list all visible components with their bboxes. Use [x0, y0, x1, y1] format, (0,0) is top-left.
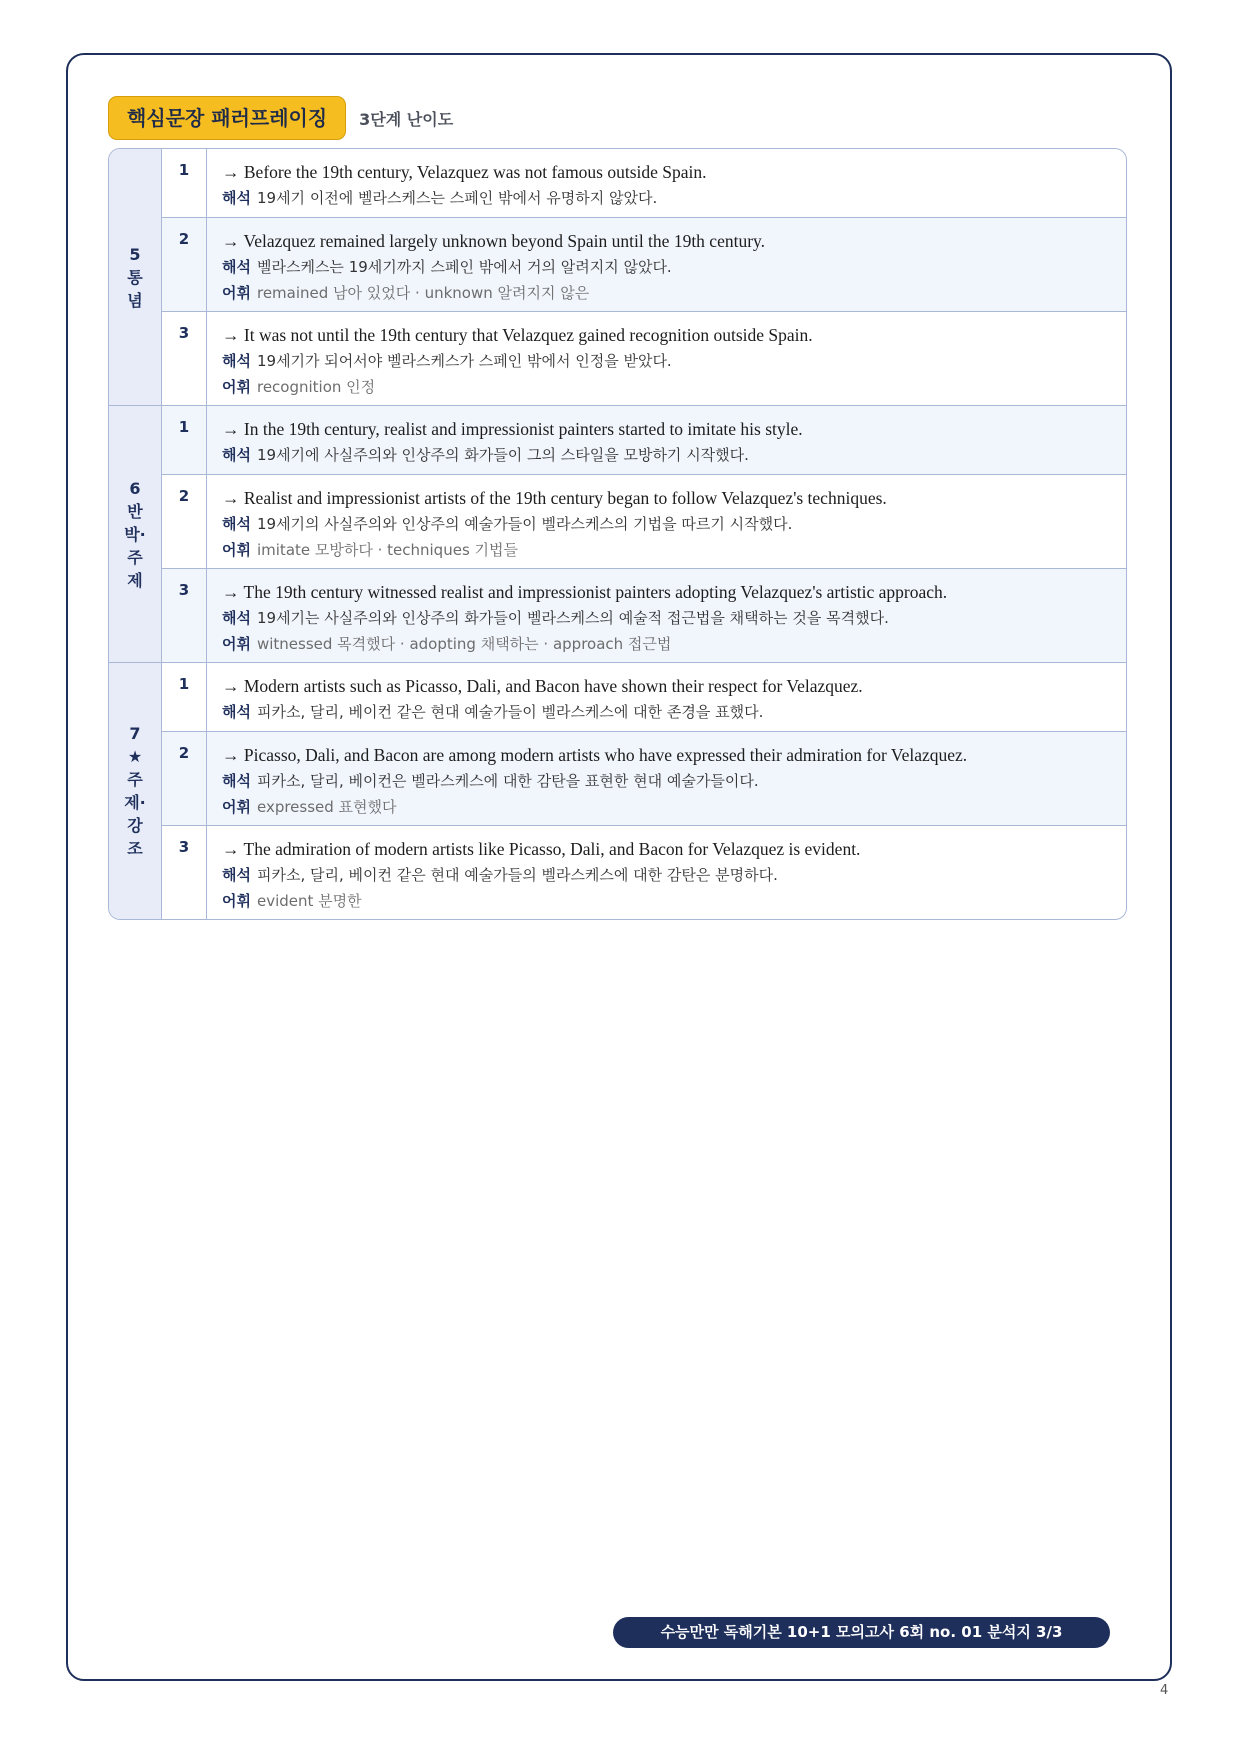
vocabulary-tag: 어휘 — [222, 284, 251, 302]
row-number: 2 — [162, 218, 207, 311]
paraphrase-row — [162, 731, 1126, 825]
group-label-cell — [109, 149, 162, 405]
difficulty-level-label: 3단계 난이도 — [359, 109, 454, 129]
paragraph-group-6 — [109, 405, 1126, 662]
korean-translation: 피카소, 달리, 베이컨은 벨라스케스에 대한 감탄을 표현한 현대 예술가들이다. — [256, 772, 759, 790]
vocabulary-tag: 어휘 — [222, 635, 251, 653]
vocabulary-tag: 어휘 — [222, 892, 251, 910]
interpretation-tag: 해석 — [222, 772, 251, 790]
paraphrase-row — [162, 663, 1126, 731]
english-sentence: → In the 19th century, realist and impressionist painters started to imitate his style. — [222, 419, 803, 439]
row-number: 1 — [162, 406, 207, 474]
vocabulary-list: evident 분명한 — [256, 892, 362, 910]
korean-translation: 19세기에 사실주의와 인상주의 화가들이 그의 스타일을 모방하기 시작했다. — [256, 446, 749, 464]
vocabulary-list: witnessed 목격했다 · adopting 채택하는 · approach 접근법 — [256, 635, 672, 653]
group-label-cell — [109, 406, 162, 662]
group-label: 7 ★ 주 제· 강 조 — [124, 724, 146, 858]
korean-translation: 벨라스케스는 19세기까지 스페인 밖에서 거의 알려지지 않았다. — [256, 258, 672, 276]
section-title-badge: 핵심문장 패러프레이징 — [108, 96, 346, 140]
interpretation-tag: 해석 — [222, 189, 251, 207]
interpretation-tag: 해석 — [222, 258, 251, 276]
paraphrase-row — [162, 474, 1126, 568]
interpretation-tag: 해석 — [222, 866, 251, 884]
interpretation-tag: 해석 — [222, 703, 251, 721]
section-header — [108, 96, 453, 140]
row-number: 3 — [162, 826, 207, 919]
interpretation-tag: 해석 — [222, 609, 251, 627]
interpretation-tag: 해석 — [222, 515, 251, 533]
english-sentence: → It was not until the 19th century that Velazquez gained recognition outside Spain. — [222, 325, 813, 345]
paraphrase-row — [162, 406, 1126, 474]
interpretation-tag: 해석 — [222, 446, 251, 464]
group-label-cell — [109, 663, 162, 919]
paraphrasing-table — [108, 148, 1127, 920]
page-number: 4 — [1160, 1683, 1169, 1698]
vocabulary-list: imitate 모방하다 · techniques 기법들 — [256, 541, 518, 559]
korean-translation: 19세기가 되어서야 벨라스케스가 스페인 밖에서 인정을 받았다. — [256, 352, 672, 370]
row-number: 2 — [162, 475, 207, 568]
paraphrase-row — [162, 149, 1126, 217]
korean-translation: 19세기는 사실주의와 인상주의 화가들이 벨라스케스의 예술적 접근법을 채택하는 것을 목격했다. — [256, 609, 889, 627]
paraphrase-row — [162, 217, 1126, 311]
english-sentence: → Realist and impressionist artists of the 19th century began to follow Velazquez's techniques. — [222, 488, 887, 508]
english-sentence: → Before the 19th century, Velazquez was not famous outside Spain. — [222, 162, 707, 182]
vocabulary-list: recognition 인정 — [256, 378, 376, 396]
vocabulary-tag: 어휘 — [222, 541, 251, 559]
korean-translation: 19세기 이전에 벨라스케스는 스페인 밖에서 유명하지 않았다. — [256, 189, 658, 207]
row-number: 3 — [162, 569, 207, 662]
vocabulary-tag: 어휘 — [222, 798, 251, 816]
footer-label: 수능만만 독해기본 10+1 모의고사 6회 no. 01 분석지 3/3 — [613, 1617, 1110, 1648]
row-number: 2 — [162, 732, 207, 825]
korean-translation: 피카소, 달리, 베이컨 같은 현대 예술가들의 벨라스케스에 대한 감탄은 분명하다. — [256, 866, 778, 884]
row-number: 3 — [162, 312, 207, 405]
english-sentence: → Modern artists such as Picasso, Dali, and Bacon have shown their respect for Velazquez. — [222, 676, 863, 696]
paragraph-group-5 — [109, 149, 1126, 405]
english-sentence: → Picasso, Dali, and Bacon are among modern artists who have expressed their admiration for Velazquez. — [222, 745, 968, 765]
group-label: 5 통 념 — [127, 244, 143, 310]
english-sentence: → Velazquez remained largely unknown beyond Spain until the 19th century. — [222, 231, 766, 251]
korean-translation: 피카소, 달리, 베이컨 같은 현대 예술가들이 벨라스케스에 대한 존경을 표했다. — [256, 703, 764, 721]
group-label: 6 반 박· 주 제 — [124, 478, 146, 590]
paragraph-group-7 — [109, 662, 1126, 919]
row-number: 1 — [162, 149, 207, 217]
vocabulary-tag: 어휘 — [222, 378, 251, 396]
paraphrase-row — [162, 311, 1126, 405]
interpretation-tag: 해석 — [222, 352, 251, 370]
vocabulary-list: remained 남아 있었다 · unknown 알려지지 않은 — [256, 284, 590, 302]
vocabulary-list: expressed 표현했다 — [256, 798, 397, 816]
paraphrase-row — [162, 825, 1126, 919]
english-sentence: → The 19th century witnessed realist and impressionist painters adopting Velazquez's artistic approach. — [222, 582, 948, 602]
english-sentence: → The admiration of modern artists like Picasso, Dali, and Bacon for Velazquez is evident. — [222, 839, 861, 859]
paraphrase-row — [162, 568, 1126, 662]
korean-translation: 19세기의 사실주의와 인상주의 예술가들이 벨라스케스의 기법을 따르기 시작했다. — [256, 515, 793, 533]
row-number: 1 — [162, 663, 207, 731]
